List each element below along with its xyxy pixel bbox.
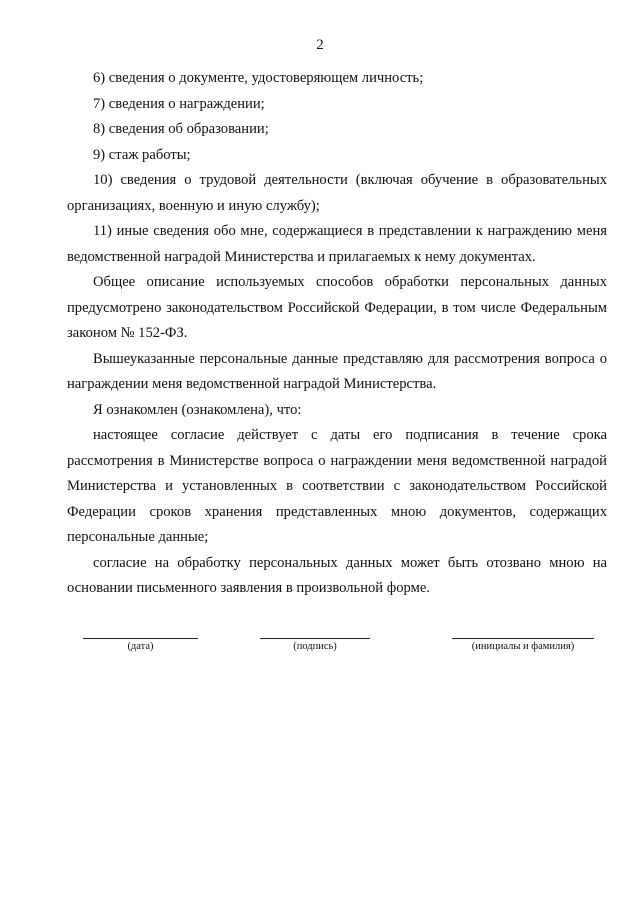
date-field (83, 638, 198, 653)
paragraph-item-8: 8) сведения об образовании; (93, 121, 269, 137)
paragraph-purpose: Вышеуказанные персональные данные представляю для рассмотрения вопроса о награждении меня ведомственной наградой Министерства. (67, 350, 607, 392)
paragraph-item-11: 11) иные сведения обо мне, содержащиеся в представлении к награждению меня ведомственной наградой Министерства и прилагаемых к нему документах. (67, 223, 607, 265)
signature-line (260, 638, 370, 639)
signature-caption: (подпись) (293, 641, 337, 652)
document-body (67, 66, 607, 602)
name-line (452, 638, 594, 639)
paragraph-item-9: 9) стаж работы; (93, 146, 191, 163)
name-caption: (инициалы и фамилия) (471, 641, 575, 652)
name-field (452, 638, 594, 653)
paragraph-item-10: 10) сведения о трудовой деятельности (включая обучение в образовательных организациях, военную и иную службу); (67, 172, 607, 214)
paragraph-item-6: 6) сведения о документе, удостоверяющем личность; (93, 70, 424, 86)
date-line (83, 638, 198, 639)
paragraph-processing-methods: Общее описание используемых способов обработки персональных данных предусмотрено законодательством Российской Федерации, в том числе Федеральным законом № 152-ФЗ. (67, 274, 607, 341)
page-number: 2 (316, 37, 324, 53)
signature-field (260, 638, 370, 653)
signature-block (0, 638, 640, 668)
paragraph-acknowledgement: Я ознакомлен (ознакомлена), что: (93, 401, 302, 418)
paragraph-consent-revocation: согласие на обработку персональных данных может быть отозвано мною на основании письменного заявления в произвольной форме. (67, 554, 607, 596)
date-caption: (дата) (127, 641, 154, 652)
paragraph-consent-term: настоящее согласие действует с даты его подписания в течение срока рассмотрения в Министерстве вопроса о награждении меня ведомственной наградой Министерства и установленных в соответствии с законодательством Российской Федерации сроков хранения представленных мною документов, содержащих персональные данные; (67, 427, 607, 545)
paragraph-item-7: 7) сведения о награждении; (93, 95, 265, 112)
